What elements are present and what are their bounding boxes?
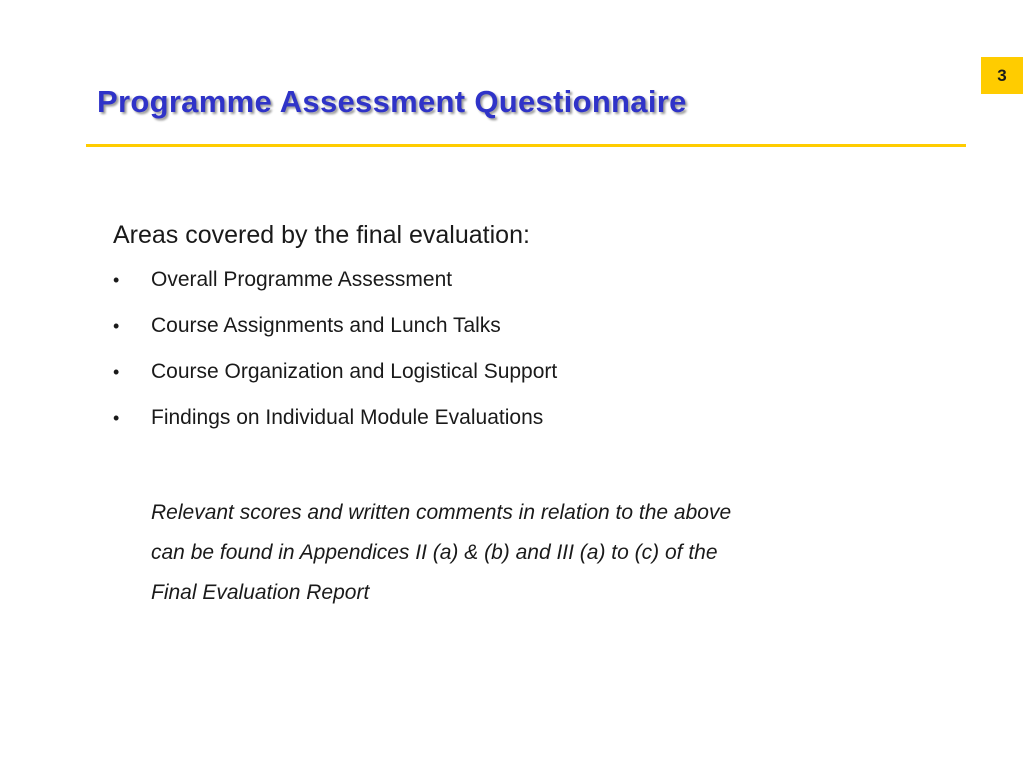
- bullet-item: [113, 358, 913, 386]
- slide-content: [113, 218, 913, 450]
- bullet-icon: •: [113, 362, 120, 382]
- bullet-icon: •: [113, 316, 120, 336]
- bullet-text: Findings on Individual Module Evaluations: [151, 406, 544, 429]
- bullet-item: [113, 312, 913, 340]
- note-line: Final Evaluation Report: [151, 581, 370, 604]
- note-line: can be found in Appendices II (a) & (b) and III (a) to (c) of the: [151, 541, 718, 564]
- bullet-text: Course Organization and Logistical Support: [151, 360, 558, 383]
- bullet-list: [113, 266, 913, 432]
- appendix-note: [151, 493, 891, 613]
- intro-text: Areas covered by the final evaluation:: [113, 221, 530, 249]
- slide-title: Programme Assessment Questionnaire: [97, 84, 687, 119]
- note-line: Relevant scores and written comments in relation to the above: [151, 501, 732, 524]
- bullet-text: Overall Programme Assessment: [151, 268, 453, 291]
- bullet-icon: •: [113, 408, 120, 428]
- bullet-text: Course Assignments and Lunch Talks: [151, 314, 501, 337]
- slide-number-badge: 3: [981, 57, 1023, 94]
- bullet-item: [113, 404, 913, 432]
- bullet-item: [113, 266, 913, 294]
- bullet-icon: •: [113, 270, 120, 290]
- title-underline: [86, 144, 966, 147]
